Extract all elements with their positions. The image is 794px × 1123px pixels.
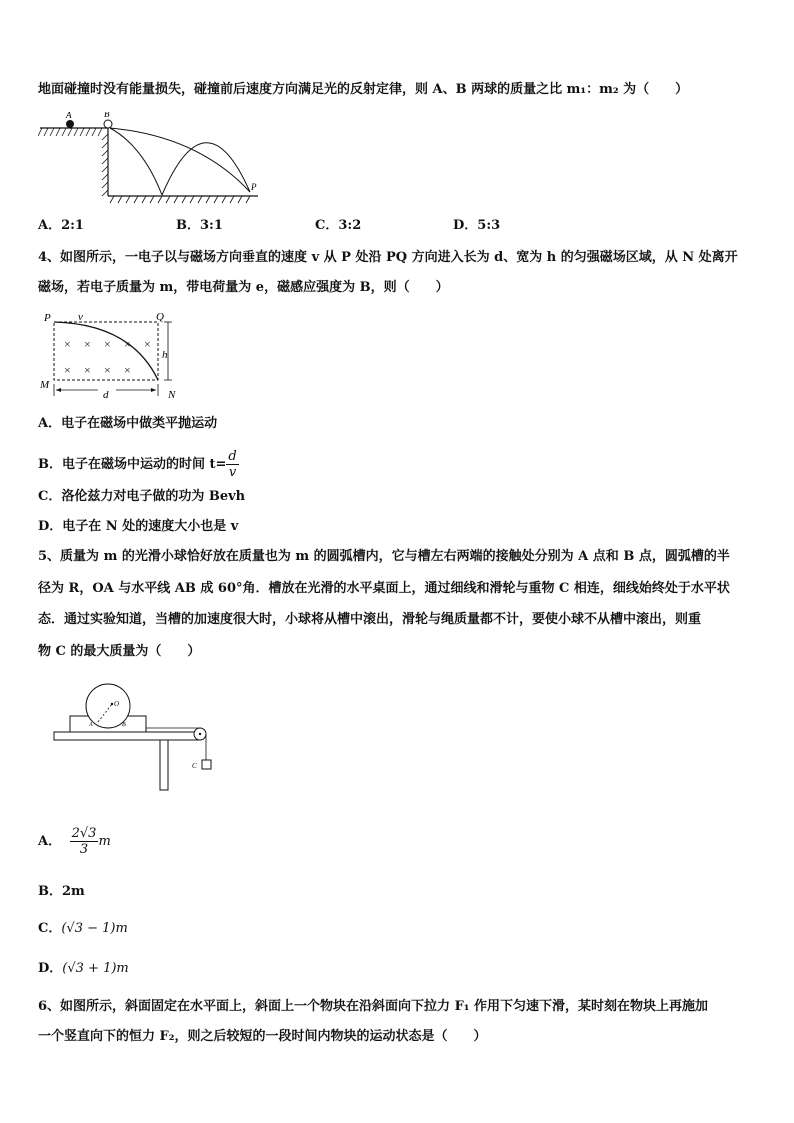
q4-label-n: N — [168, 389, 176, 401]
q5-label-b: B — [122, 722, 126, 728]
q5-option-d-expr: (√3 + 1)m — [62, 961, 129, 976]
q5-option-a-var: m — [98, 834, 111, 849]
q4-label-h: h — [162, 349, 168, 361]
q5-figure — [52, 682, 222, 794]
q4-cross: × — [84, 363, 91, 377]
q4-option-b[interactable] — [38, 449, 239, 480]
q5-label-a: A — [89, 722, 93, 728]
q4-stem-line1: 4、如图所示，一电子以与磁场方向垂直的速度 v 从 P 处沿 PQ 方向进入长为 d、宽为 h 的匀强磁场区域，从 N 处离开 — [38, 250, 738, 265]
q4-option-b-num: d — [228, 449, 237, 464]
q4-cross: × — [144, 337, 151, 351]
q4-figure — [36, 312, 196, 404]
q5-stem-line1: 5、质量为 m 的光滑小球恰好放在质量也为 m 的圆弧槽内，它与槽左右两端的接触处分别为 A 点和 B 点，圆弧槽的半 — [38, 549, 730, 564]
q4-label-p: P — [44, 312, 51, 324]
q5-option-a-num: 2√3 — [71, 826, 97, 841]
q5-option-a[interactable] — [38, 826, 111, 857]
q5-stem-line2: 径为 R，OA 与水平线 AB 成 60°角．槽放在光滑的水平桌面上，通过细线和滑轮与重物 C 相连，细线始终处于水平状 — [38, 581, 730, 596]
q5-option-b[interactable]: B．2m — [38, 884, 85, 899]
q3-stem: 地面碰撞时没有能量损失，碰撞前后速度方向满足光的反射定律，则 A、B 两球的质量之比 m₁：m₂ 为（ ） — [38, 82, 689, 97]
q4-cross: × — [64, 363, 71, 377]
q3-option-d[interactable]: D．5:3 — [453, 218, 501, 233]
q4-option-d[interactable]: D．电子在 N 处的速度大小也是 v — [38, 519, 239, 534]
q4-option-b-prefix: B．电子在磁场中运动的时间 t= — [38, 457, 227, 472]
q4-label-d: d — [103, 389, 109, 401]
q5-option-d[interactable] — [38, 959, 129, 979]
q5-option-c-label: C． — [38, 921, 62, 936]
q4-option-a[interactable]: A．电子在磁场中做类平抛运动 — [38, 416, 218, 431]
q4-label-q: Q — [156, 312, 164, 323]
q5-option-a-fraction — [70, 826, 99, 857]
q6-stem-line2: 一个竖直向下的恒力 F₂，则之后较短的一段时间内物块的运动状态是（ ） — [38, 1029, 487, 1044]
q4-option-b-fraction — [226, 449, 238, 480]
q5-option-a-label: A． — [38, 834, 62, 849]
q3-option-c[interactable]: C．3:2 — [315, 218, 362, 233]
q4-cross: × — [84, 337, 91, 351]
q5-stem-line4: 物 C 的最大质量为（ ） — [38, 644, 201, 659]
q4-cross: × — [104, 337, 111, 351]
q5-option-d-label: D． — [38, 961, 63, 976]
q4-option-b-den: v — [228, 465, 237, 480]
q5-option-a-den: 3 — [79, 842, 89, 857]
q6-stem-line1: 6、如图所示，斜面固定在水平面上，斜面上一个物块在沿斜面向下拉力 F₁ 作用下匀速下滑，某时刻在物块上再施加 — [38, 999, 709, 1014]
q3-label-b: B — [104, 112, 110, 119]
q4-cross: × — [64, 337, 71, 351]
q3-figure — [38, 112, 268, 204]
q4-cross: × — [124, 363, 131, 377]
q5-label-o: O — [114, 700, 120, 708]
q5-label-c: C — [192, 762, 197, 770]
q5-stem-line3: 态．通过实验知道，当槽的加速度很大时，小球将从槽中滚出，滑轮与绳质量都不计，要使小球不从槽中滚出，则重 — [38, 612, 702, 627]
q5-option-c[interactable] — [38, 919, 128, 939]
q4-stem-line2: 磁场，若电子质量为 m，带电荷量为 e，磁感应强度为 B，则（ ） — [38, 280, 449, 295]
q3-label-p: P — [251, 182, 257, 192]
q3-option-a[interactable]: A．2:1 — [38, 218, 84, 233]
q3-option-b[interactable]: B．3:1 — [176, 218, 223, 233]
q4-option-c[interactable]: C．洛伦兹力对电子做的功为 Bevh — [38, 489, 246, 504]
q4-cross: × — [124, 337, 131, 351]
q4-label-v: v — [78, 312, 83, 323]
q5-option-c-expr: (√3 − 1)m — [61, 921, 128, 936]
q4-label-m: M — [40, 379, 50, 391]
q3-label-a: A — [66, 112, 72, 120]
q4-cross: × — [104, 363, 111, 377]
